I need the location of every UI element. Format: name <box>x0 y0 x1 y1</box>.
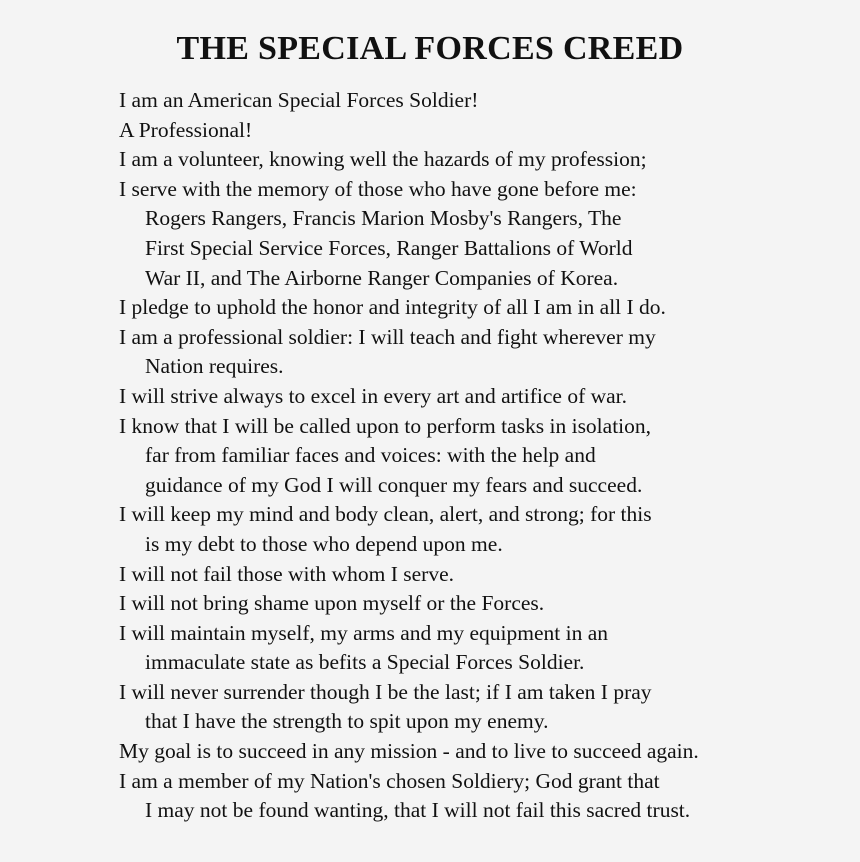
creed-line-continuation: First Special Service Forces, Ranger Battalions of World <box>145 235 633 260</box>
creed-line: I will keep my mind and body clean, alert, and strong; for this <box>119 502 652 527</box>
creed-line-continuation: I may not be found wanting, that I will not fail this sacred trust. <box>145 798 691 823</box>
creed-line-continuation: guidance of my God I will conquer my fears and succeed. <box>145 472 643 497</box>
creed-line: A Professional! <box>119 117 253 142</box>
creed-line: My goal is to succeed in any mission - and to live to succeed again. <box>119 739 699 764</box>
creed-line: I am an American Special Forces Soldier! <box>119 88 479 112</box>
creed-line: I know that I will be called upon to perform tasks in isolation, <box>119 413 652 438</box>
creed-line: I pledge to uphold the honor and integrity of all I am in all I do. <box>119 295 666 320</box>
creed-line: I am a member of my Nation's chosen Soldiery; God grant that <box>119 768 660 793</box>
creed-line: I will not fail those with whom I serve. <box>119 561 454 586</box>
creed-line-continuation: War II, and The Airborne Ranger Companies of Korea. <box>145 265 619 290</box>
creed-line: I will strive always to excel in every art and artifice of war. <box>119 383 628 408</box>
creed-line: I am a volunteer, knowing well the hazards of my profession; <box>119 147 647 172</box>
creed-line-continuation: immaculate state as befits a Special Forces Soldier. <box>145 650 585 675</box>
creed-line-continuation: Rogers Rangers, Francis Marion Mosby's Rangers, The <box>145 206 622 231</box>
creed-line-continuation: far from familiar faces and voices: with the help and <box>145 443 596 468</box>
creed-line-continuation: Nation requires. <box>145 354 284 379</box>
creed-body <box>119 86 819 826</box>
creed-line: I will never surrender though I be the last; if I am taken I pray <box>119 679 652 704</box>
creed-line-continuation: is my debt to those who depend upon me. <box>145 531 503 556</box>
creed-line-continuation: that I have the strength to spit upon my enemy. <box>145 709 549 734</box>
creed-line: I will maintain myself, my arms and my equipment in an <box>119 620 609 645</box>
creed-line: I am a professional soldier: I will teach and fight wherever my <box>119 324 656 349</box>
creed-line: I will not bring shame upon myself or the Forces. <box>119 591 545 616</box>
creed-line: I serve with the memory of those who have gone before me: <box>119 176 637 201</box>
page-title: THE SPECIAL FORCES CREED <box>176 30 684 67</box>
